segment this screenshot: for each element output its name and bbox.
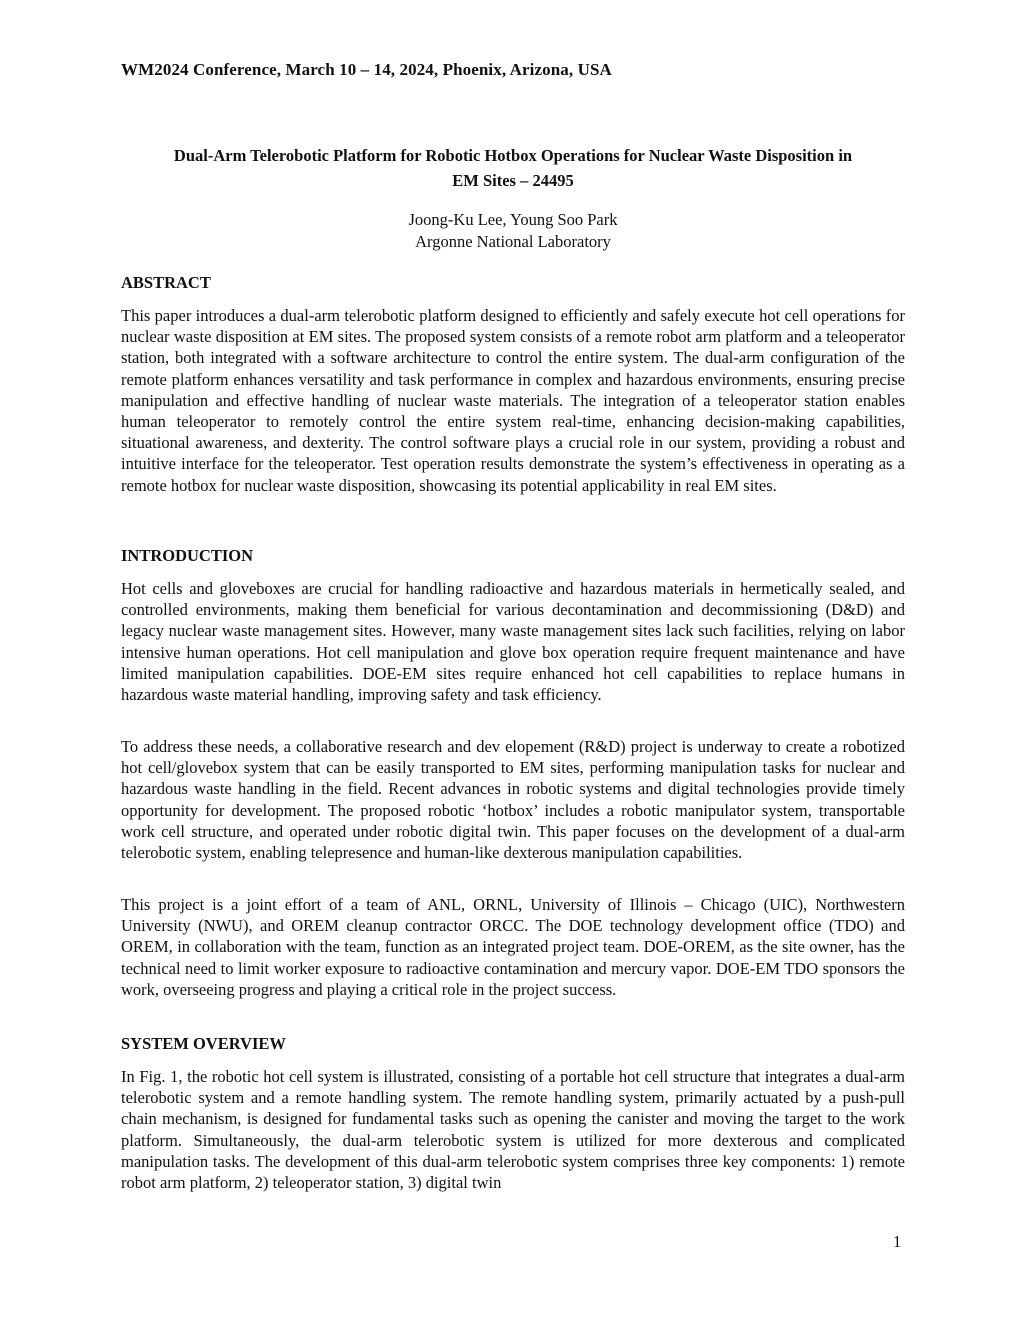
introduction-heading: INTRODUCTION: [121, 546, 254, 565]
author-block: [121, 209, 905, 253]
abstract-heading: ABSTRACT: [121, 273, 211, 292]
introduction-paragraph-2: To address these needs, a collaborative research and dev elopement (R&D) project is underway to create a robotized hot cell/glovebox system that can be easily transported to EM sites, performing manipulation tasks for nuclear and hazardous waste handling in the field. Recent advances in robotic systems and digital technologies provide timely opportunity for development. The proposed robotic ‘hotbox’ includes a robotic manipulator system, transportable work cell structure, and operated under robotic digital twin. This paper focuses on the development of a dual-arm telerobotic system, enabling telepresence and human-like dexterous manipulation capabilities.: [121, 737, 905, 863]
page-number: 1: [893, 1232, 902, 1251]
introduction-paragraph-3: This project is a joint effort of a team of ANL, ORNL, University of Illinois – Chicago (UIC), Northwestern University (NWU), and OREM cleanup contractor ORCC. The DOE technology development office (TDO) and OREM, in collaboration with the team, function as an integrated project team. DOE-OREM, as the site owner, has the technical need to limit worker exposure to radioactive contamination and mercury vapor. DOE-EM TDO sponsors the work, overseeing progress and playing a critical role in the project success.: [121, 895, 905, 999]
author-affiliation: Argonne National Laboratory: [415, 232, 611, 251]
introduction-paragraph-1: Hot cells and gloveboxes are crucial for handling radioactive and hazardous materials in hermetically sealed, and controlled environments, making them beneficial for various decontamination and decommissioning (D&D) and legacy nuclear waste management sites. However, many waste management sites lack such facilities, relying on labor intensive human operations. Hot cell manipulation and glove box operation require frequent maintenance and have limited manipulation capabilities. DOE-EM sites require enhanced hot cell capabilities to replace humans in hazardous waste material handling, improving safety and task efficiency.: [121, 579, 905, 705]
system-overview-heading: SYSTEM OVERVIEW: [121, 1034, 286, 1053]
title-line-1: Dual-Arm Telerobotic Platform for Robotic Hotbox Operations for Nuclear Waste Disposition in: [173, 146, 853, 165]
system-overview-paragraph: In Fig. 1, the robotic hot cell system is illustrated, consisting of a portable hot cell structure that integrates a dual-arm telerobotic system and a remote handling system. The remote handling system, primarily actuated by a push-pull chain mechanism, is designed for fundamental tasks such as opening the canister and moving the target to the work platform. Simultaneously, the dual-arm telerobotic system is utilized for more dexterous and complicated manipulation tasks. The development of this dual-arm telerobotic system comprises three key components: 1) remote robot arm platform, 2) teleoperator station, 3) digital twin: [121, 1067, 905, 1193]
conference-header: WM2024 Conference, March 10 – 14, 2024, Phoenix, Arizona, USA: [121, 60, 612, 79]
abstract-paragraph: This paper introduces a dual-arm telerobotic platform designed to efficiently and safely execute hot cell operations for nuclear waste disposition at EM sites. The proposed system consists of a remote robot arm platform and a teleoperator station, both integrated with a software architecture to control the entire system. The dual-arm configuration of the remote platform enhances versatility and task performance in complex and hazardous environments, ensuring precise manipulation and effective handling of nuclear waste materials. The integration of a teleoperator station enables human teleoperator to remotely control the entire system real-time, enhancing decision-making capabilities, situational awareness, and dexterity. The control software plays a crucial role in our system, providing a robust and intuitive interface for the teleoperator. Test operation results demonstrate the system’s effectiveness in operating as a remote hotbox for nuclear waste disposition, showcasing its potential applicability in real EM sites.: [121, 306, 905, 495]
paper-title: [121, 143, 905, 193]
title-line-2: EM Sites – 24495: [452, 171, 574, 190]
author-names: Joong-Ku Lee, Young Soo Park: [408, 210, 618, 229]
